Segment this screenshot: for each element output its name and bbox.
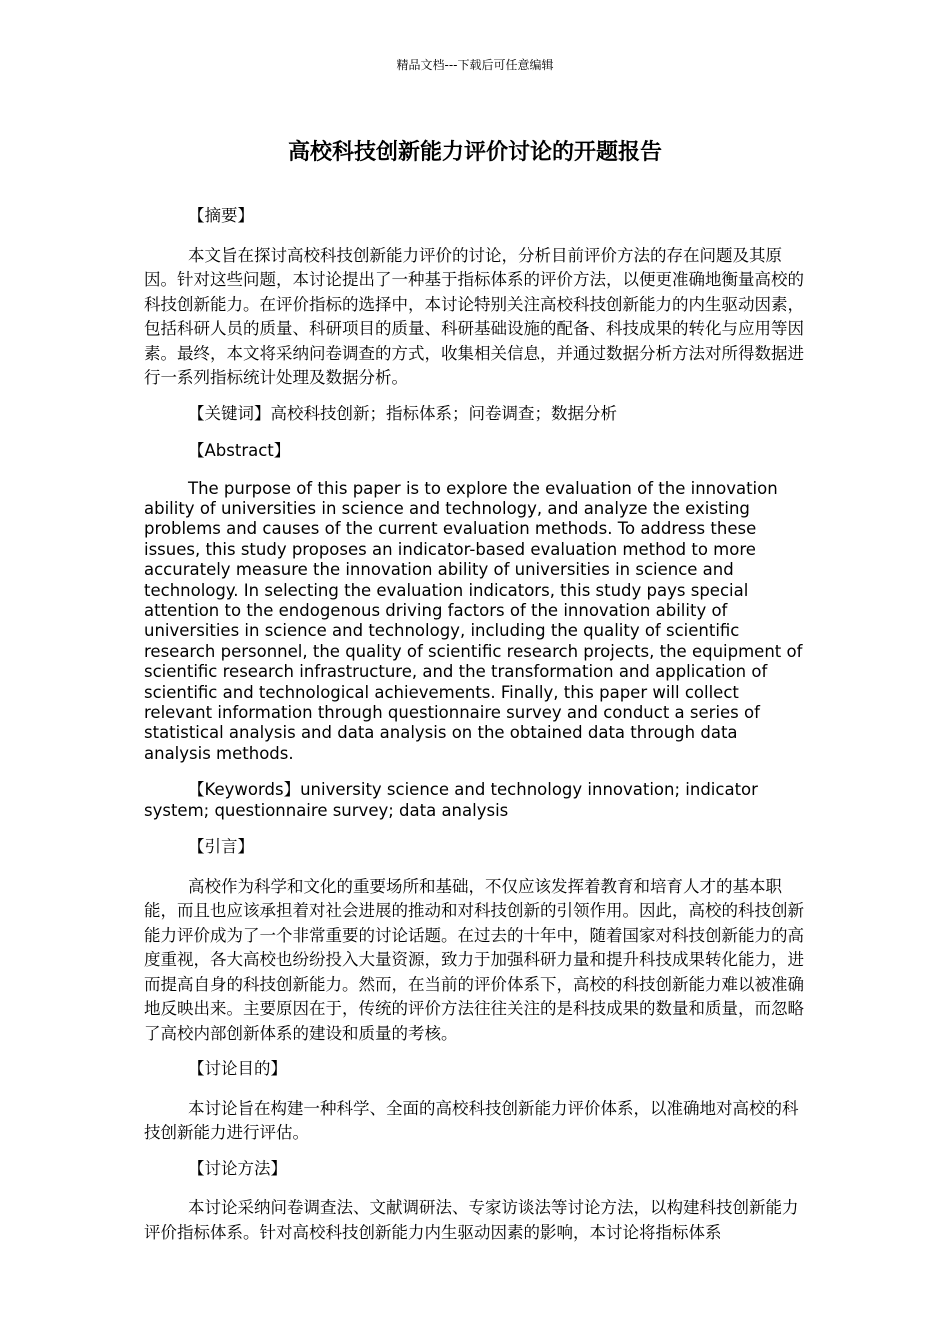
document-title: 高校科技创新能力评价讨论的开题报告 [287,140,662,165]
document-body [144,206,808,1258]
keywords-en: 【Keywords】university science and technology innovation; indicator system; questionnaire survey; data analysis [144,780,758,820]
abstract-en-paragraph: The purpose of this paper is to explore the evaluation of the innovation ability of universities in science and technology, and analyze the existing problems and causes of the current evaluation methods. To address these issues, this study proposes an indicator-based evaluation method to more accurately measure the innovation ability of universities in science and technology. In selecting the evaluation indicators, this study pays special attention to the endogenous driving factors of the innovation ability of universities in science and technology, including the quality of scientific research personnel, the quality of scientific research projects, the equipment of scientific research infrastructure, and the transformation and application of scientific and technological achievements. Finally, this paper will collect relevant information through questionnaire survey and conduct a series of statistical analysis and data analysis on the obtained data through data analysis methods. [144,478,803,763]
method-paragraph: 本讨论采纳问卷调查法、文献调研法、专家访谈法等讨论方法，以构建科技创新能力评价指标体系。针对高校科技创新能力内生驱动因素的影响，本讨论将指标体系 [144,1198,799,1242]
page-header-note: 精品文档---下载后可任意编辑 [396,58,554,72]
abstract-en-heading: 【Abstract】 [188,441,291,460]
method-heading: 【讨论方法】 [188,1158,287,1178]
purpose-paragraph: 本讨论旨在构建一种科学、全面的高校科技创新能力评价体系，以准确地对高校的科技创新能力进行评估。 [144,1098,799,1142]
abstract-cn-paragraph: 本文旨在探讨高校科技创新能力评价的讨论，分析目前评价方法的存在问题及其原因。针对这些问题，本讨论提出了一种基于指标体系的评价方法，以便更准确地衡量高校的科技创新能力。在评价指标的选择中，本讨论特别关注高校科技创新能力的内生驱动因素，包括科研人员的质量、科研项目的质量、科研基础设施的配备、科技成果的转化与应用等因素。最终，本文将采纳问卷调查的方式，收集相关信息，并通过数据分析方法对所得数据进行一系列指标统计处理及数据分析。 [144,245,804,387]
intro-heading: 【引言】 [188,837,254,856]
abstract-heading: 【摘要】 [188,206,254,225]
intro-paragraph: 高校作为科学和文化的重要场所和基础，不仅应该发挥着教育和培育人才的基本职能，而且也应该承担着对社会进展的推动和对科技创新的引领作用。因此，高校的科技创新能力评价成为了一个非常重要的讨论话题。在过去的十年中，随着国家对科技创新能力的高度重视，各大高校也纷纷投入大量资源，致力于加强科研力量和提升科技成果转化能力，进而提高自身的科技创新能力。然而，在当前的评价体系下，高校的科技创新能力难以被准确地反映出来。主要原因在于，传统的评价方法往往关注的是科技成果的数量和质量，而忽略了高校内部创新体系的建设和质量的考核。 [144,876,804,1043]
purpose-heading: 【讨论目的】 [188,1059,287,1078]
keywords-cn: 【关键词】高校科技创新；指标体系；问卷调查；数据分析 [188,403,617,423]
